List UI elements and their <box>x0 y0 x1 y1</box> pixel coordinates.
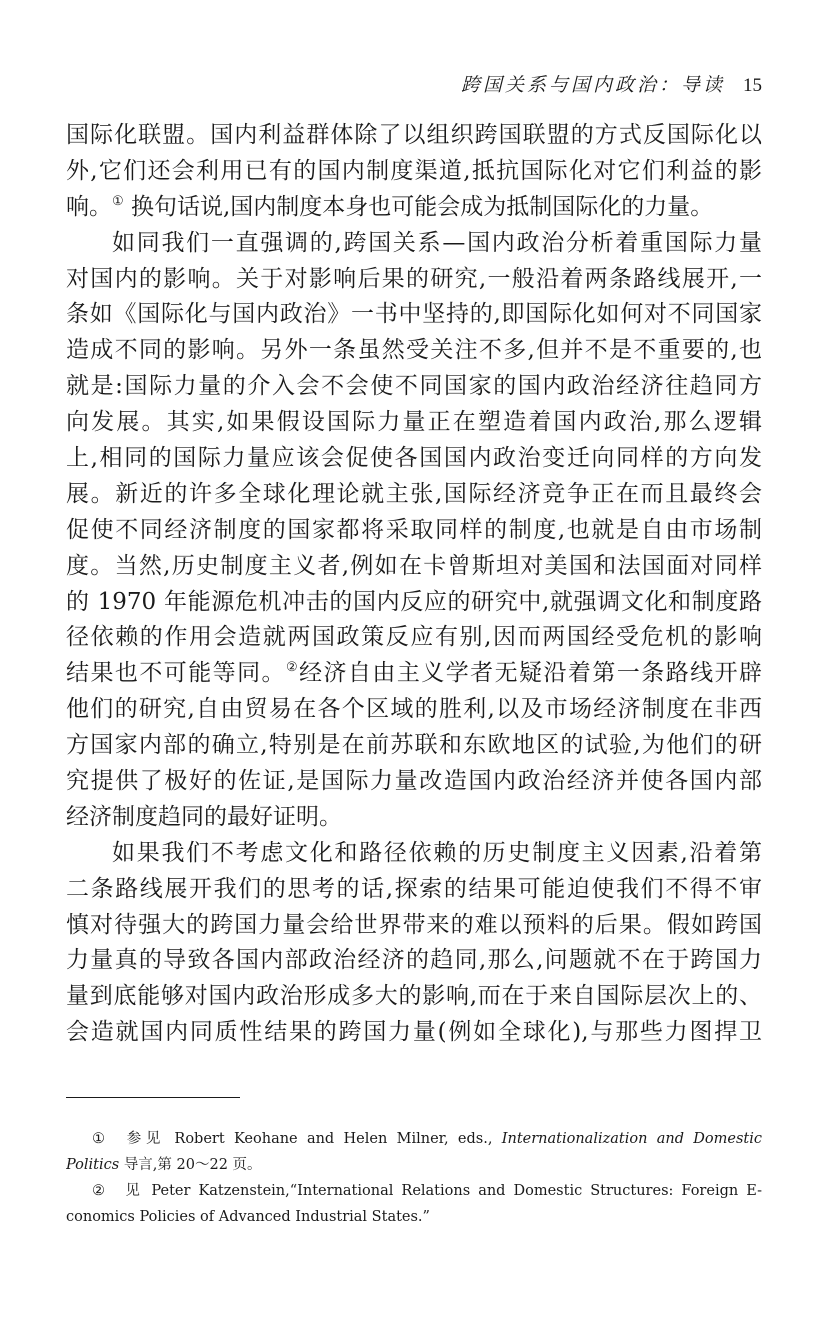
body-line-text: 展。新近的许多全球化理论就主张,国际经济竞争正在而且最终会 <box>66 480 762 507</box>
body-line-text: 如同我们一直强调的,跨国关系—国内政治分析着重国际力量 <box>112 229 762 256</box>
body-line-text: 方国家内部的确立,特别是在前苏联和东欧地区的试验,为他们的研 <box>66 732 762 759</box>
footnote-1-line-1 <box>66 1126 762 1152</box>
body-line-text: 慎对待强大的跨国力量会给世界带来的难以预料的后果。假如跨国 <box>66 911 762 938</box>
body-line-text: 结果也不可能等同。 <box>66 660 286 687</box>
footnote-ref: ① <box>112 193 124 209</box>
footnotes <box>66 1126 762 1230</box>
footnote-1-tail: 导言,第 20～22 页。 <box>123 1157 262 1173</box>
body-line <box>66 764 762 800</box>
body-line-text-after-ref: 经济自由主义学者无疑沿着第一条路线开辟 <box>299 660 762 687</box>
body-line <box>66 656 762 692</box>
running-header <box>461 70 762 97</box>
footnote-1-line-2 <box>66 1152 762 1178</box>
body-line-text: 造成不同的影响。另外一条虽然受关注不多,但并不是不重要的,也 <box>66 337 762 364</box>
body-line <box>66 585 762 621</box>
footnote-ref: ② <box>285 660 300 676</box>
body-line-text: 二条路线展开我们的思考的话,探索的结果可能迫使我们不得不审 <box>66 875 762 902</box>
body-line <box>66 692 762 728</box>
body-line <box>66 369 762 405</box>
footnote-1-title-part-2: Politics <box>66 1157 120 1173</box>
body-line-text: 会造就国内同质性结果的跨国力量(例如全球化),与那些力图捍卫 <box>66 1019 762 1046</box>
body-line-text: 上,相同的国际力量应该会促使各国国内政治变迁向同样的方向发 <box>66 445 762 472</box>
body-line <box>66 262 762 298</box>
body-line-text: 他们的研究,自由贸易在各个区域的胜利,以及市场经济制度在非西 <box>66 696 762 723</box>
body-line-text: 国际化联盟。国内利益群体除了以组织跨国联盟的方式反国际化以 <box>66 122 762 148</box>
body-line <box>66 226 762 262</box>
body-line <box>66 979 762 1015</box>
footnote-2-line-2: conomics Policies of Advanced Industrial States.” <box>66 1209 430 1225</box>
body-line <box>66 297 762 333</box>
body-line-text: 响。 <box>66 193 112 220</box>
body-line-text: 量到底能够对国内政治形成多大的影响,而在于来自国际层次上的、 <box>66 983 762 1010</box>
footnote-1-mark: ① <box>92 1131 105 1147</box>
running-title: 跨国关系与国内政治：导读 <box>460 74 725 96</box>
body-line <box>66 513 762 549</box>
body-line <box>66 405 762 441</box>
body-line-text: 度。当然,历史制度主义者,例如在卡曾斯坦对美国和法国面对同样 <box>66 552 762 579</box>
body-line <box>66 441 762 477</box>
body-line <box>66 872 762 908</box>
body-line <box>66 333 762 369</box>
body-line-text: 如果我们不考虑文化和路径依赖的历史制度主义因素,沿着第 <box>112 839 762 866</box>
body-line-text: 向发展。其实,如果假设国际力量正在塑造着国内政治,那么逻辑 <box>66 409 762 436</box>
footnote-2-text-1: 见 Peter Katzenstein,“International Relations and Domestic Structures: Foreign E- <box>122 1183 762 1199</box>
body-line <box>66 728 762 764</box>
body-line <box>66 908 762 944</box>
body-line-text-after-ref: 换句话说,国内制度本身也可能会成为抵制国际化的力量。 <box>123 193 714 220</box>
body-line-text: 力量真的导致各国内部政治经济的趋同,那么,问题就不在于跨国力 <box>66 947 762 974</box>
body-line-text: 条如《国际化与国内政治》一书中坚持的,即国际化如何对不同国家 <box>66 301 762 328</box>
footnote-1-title-part-1: Internationalization and Domestic <box>501 1131 762 1147</box>
footnote-1-lead: 参见 Robert Keohane and Helen Milner, eds., <box>122 1131 493 1147</box>
footnote-2-line-1 <box>66 1178 762 1204</box>
page-number: 15 <box>743 75 762 96</box>
body-line-text: 就是:国际力量的介入会不会使不同国家的国内政治经济往趋同方 <box>66 373 762 400</box>
body-line-text: 经济制度趋同的最好证明。 <box>66 803 342 830</box>
body-line-text: 对国内的影响。关于对影响后果的研究,一般沿着两条路线展开,一 <box>66 265 762 292</box>
footnote-2-mark: ② <box>92 1183 105 1199</box>
body-line <box>66 549 762 585</box>
body-line <box>66 477 762 513</box>
body-line-text: 的 1970 年能源危机冲击的国内反应的研究中,就强调文化和制度路 <box>66 588 762 615</box>
body-line <box>66 836 762 872</box>
body-line-text: 径依赖的作用会造就两国政策反应有别,因而两国经受危机的影响 <box>66 624 762 651</box>
body-line <box>66 118 762 154</box>
body-line-text: 究提供了极好的佐证,是国际力量改造国内政治经济并使各国内部 <box>66 768 762 795</box>
body-line <box>66 1015 762 1051</box>
body-line <box>66 800 762 836</box>
body-line <box>66 620 762 656</box>
body-text <box>66 118 762 1051</box>
body-line <box>66 190 762 226</box>
body-line-text: 促使不同经济制度的国家都将采取同样的制度,也就是自由市场制 <box>66 516 762 543</box>
footnote-rule <box>66 1097 240 1098</box>
body-line <box>66 943 762 979</box>
body-line-text: 外,它们还会利用已有的国内制度渠道,抵抗国际化对它们利益的影 <box>66 157 762 184</box>
body-line <box>66 154 762 190</box>
